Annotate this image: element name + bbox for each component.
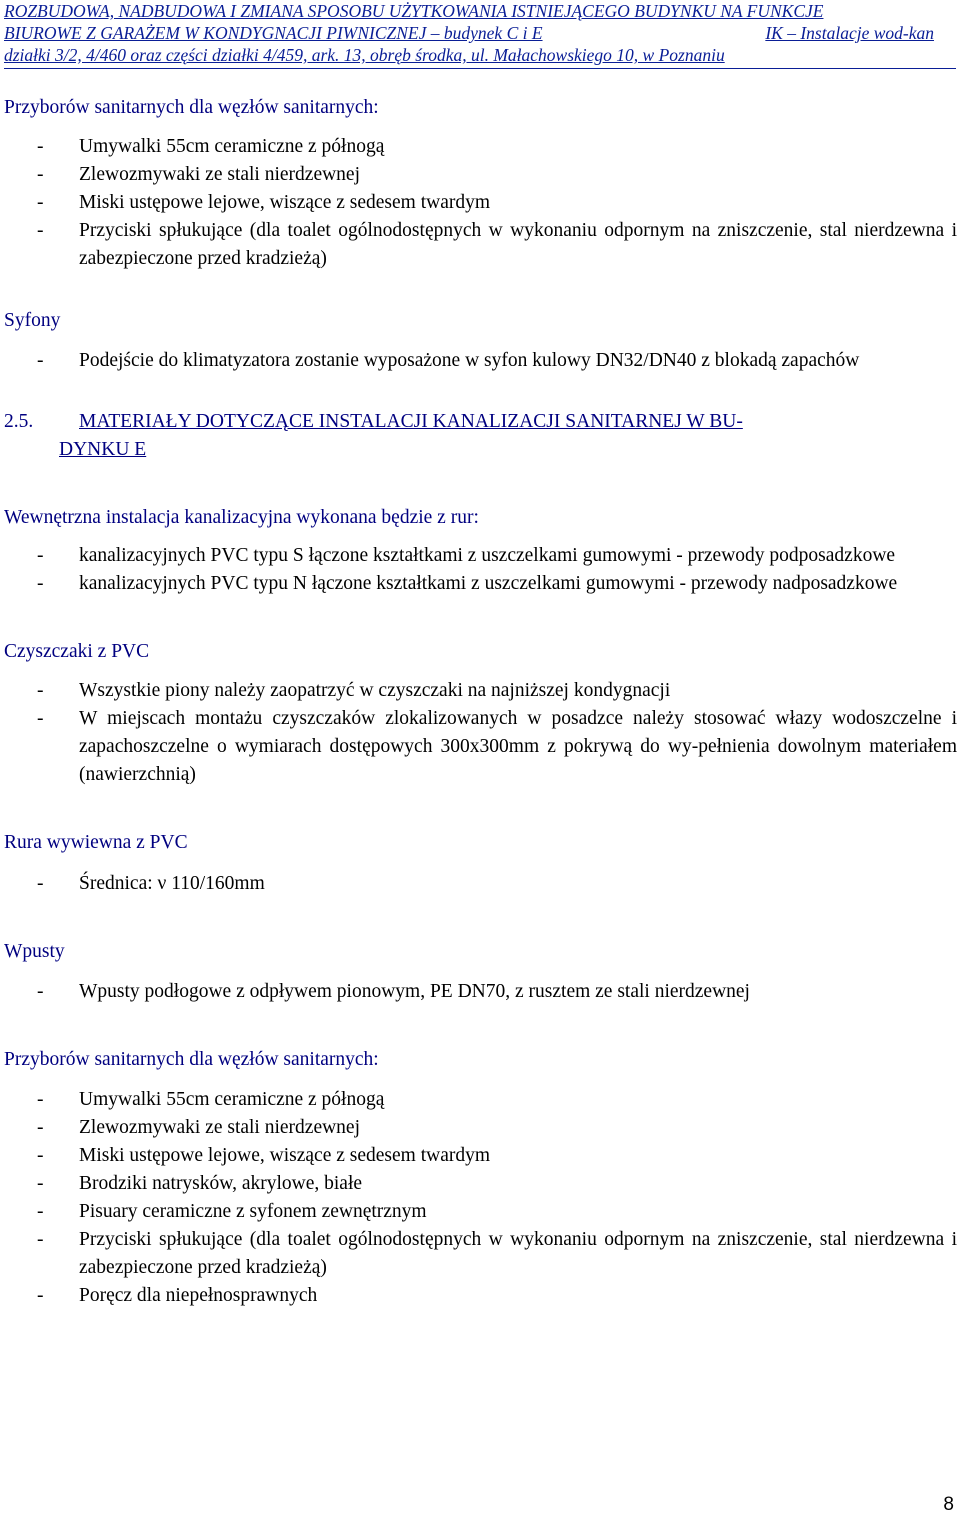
section-title-2-5 (4, 408, 957, 464)
list-item: - Miski ustępowe lejowe, wiszące z sedesem twardym (37, 192, 491, 213)
header-line-2 (4, 22, 956, 44)
list-syfony (4, 347, 957, 375)
list-przybory-1 (4, 133, 957, 273)
header-discipline: IK – Instalacje wod-kan (765, 23, 934, 43)
header-divider (4, 68, 956, 69)
header-project-stage: BIUROWE Z GARAŻEM W KONDYGNACJI PIWNICZNEJ – budynek C i E (4, 23, 543, 43)
section-title-line-2: DYNKU E (59, 439, 147, 460)
list-czyszczaki (4, 677, 957, 789)
list-rura (4, 870, 957, 898)
list-item: - Zlewozmywaki ze stali nierdzewnej (37, 164, 361, 185)
list-item: - Wszystkie piony należy zaopatrzyć w czyszczaki na najniższej kondygnacji (37, 680, 671, 701)
header-line-1: ROZBUDOWA, NADBUDOWA I ZMIANA SPOSOBU UŻYTKOWANIA ISTNIEJĄCEGO BUDYNKU NA FUNKCJE (4, 1, 824, 21)
page-number: 8 (943, 1494, 954, 1515)
list-item: - Podejście do klimatyzatora zostanie wyposażone w syfon kulowy DN32/DN40 z blokadą zapachów (37, 350, 860, 371)
page-header (4, 0, 956, 66)
heading-przybory-1: Przyborów sanitarnych dla węzłów sanitarnych: (4, 97, 379, 118)
heading-wewnetrzna: Wewnętrzna instalacja kanalizacyjna wykonana będzie z rur: (4, 507, 479, 528)
heading-syfony: Syfony (4, 310, 61, 331)
heading-wpusty: Wpusty (4, 941, 65, 962)
list-przybory-2 (4, 1086, 957, 1310)
list-item: - Pisuary ceramiczne z syfonem zewnętrznym (37, 1201, 427, 1222)
list-item: - Umywalki 55cm ceramiczne z półnogą (37, 1089, 385, 1110)
heading-rura: Rura wywiewna z PVC (4, 832, 188, 853)
section-title-line-1: MATERIAŁY DOTYCZĄCE INSTALACJI KANALIZACJI SANITARNEJ W BU- (79, 411, 743, 432)
list-item: - Wpusty podłogowe z odpływem pionowym, PE DN70, z rusztem ze stali nierdzewnej (37, 981, 750, 1002)
document-body (4, 94, 957, 1310)
list-item: - Przyciski spłukujące (dla toalet ogólnodostępnych w wykonaniu odpornym na zniszczenie, stal nierdzewna i zabezpieczone przed kradzieżą) (37, 220, 957, 269)
list-item: - Zlewozmywaki ze stali nierdzewnej (37, 1117, 361, 1138)
list-item: - kanalizacyjnych PVC typu N łączone kształtkami z uszczelkami gumowymi - przewody nadposadzkowe (37, 573, 898, 594)
heading-przybory-2: Przyborów sanitarnych dla węzłów sanitarnych: (4, 1049, 379, 1070)
list-item: - Poręcz dla niepełnosprawnych (37, 1285, 318, 1306)
list-item: - Przyciski spłukujące (dla toalet ogólnodostępnych w wykonaniu odpornym na zniszczenie, stal nierdzewna i zabezpieczone przed kradzieżą) (37, 1229, 957, 1278)
list-wewnetrzna (4, 542, 957, 598)
heading-czyszczaki: Czyszczaki z PVC (4, 641, 150, 662)
section-number: 2.5. (4, 411, 34, 432)
list-item: - Brodziki natrysków, akrylowe, białe (37, 1173, 363, 1194)
header-line-3: działki 3/2, 4/460 oraz części działki 4/459, ark. 13, obręb środka, ul. Małachowskiego 10, w Poznaniu (4, 45, 725, 65)
list-item: - Średnica: ν 110/160mm (37, 873, 265, 894)
list-item: - Miski ustępowe lejowe, wiszące z sedesem twardym (37, 1145, 491, 1166)
list-item: - W miejscach montażu czyszczaków zlokalizowanych w posadzce należy stosować włazy wodoszczelne i zapachoszczelne o wymiarach dostępowych 300x300mm z pokrywą do wy-pełnienia dowolnym materiałem (nawierzchnią) (37, 708, 957, 785)
list-item: - kanalizacyjnych PVC typu S łączone kształtkami z uszczelkami gumowymi - przewody podposadzkowe (37, 545, 896, 566)
list-wpusty (4, 978, 957, 1006)
list-item: - Umywalki 55cm ceramiczne z półnogą (37, 136, 385, 157)
